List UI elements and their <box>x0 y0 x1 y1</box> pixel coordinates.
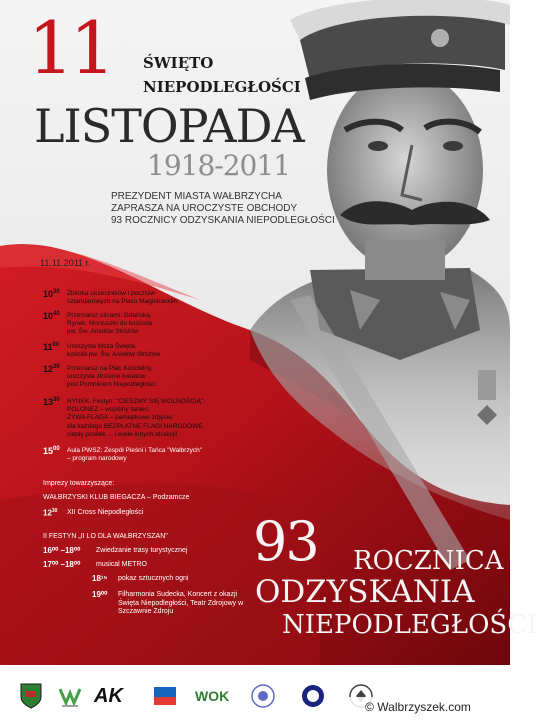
schedule-time: $11^{00}$ <box>43 342 60 352</box>
anniversary-word-3: NIEPODLEGŁOŚCI <box>282 610 537 640</box>
invitation-line-3: 93 ROCZNICY ODZYSKANIA NIEPODLEGŁOŚCI <box>111 215 335 226</box>
schedule-description: Zbiórka uczestników i pocztów sztandarowych na Placu Magistrackim <box>67 290 178 306</box>
festival-time: 19⁰⁰ <box>92 590 108 599</box>
anniversary-word-1: ROCZNICA <box>353 546 504 576</box>
walbrzych-logo-icon <box>57 683 83 709</box>
month-title: LISTOPADA <box>34 99 304 153</box>
schedule-time: $12^{30}$ <box>43 364 60 374</box>
cross-time: $12^{30}$ <box>43 508 58 518</box>
university-seal-icon <box>300 683 326 709</box>
holiday-title-line2: NIEPODLEGŁOŚCI <box>143 78 301 96</box>
schedule-time: $10^{40}$ <box>43 311 60 321</box>
schedule-time: $15^{00}$ <box>43 446 60 456</box>
accompanying-title: Imprezy towarzyszące: <box>43 480 115 487</box>
festival-desc: Filharmonia Sudecka, Koncert z okazji Święta Niepodległości, Teatr Zdrojowy w Szczawnie Zdroju <box>118 591 244 615</box>
invitation-line-1: PREZYDENT MIASTA WAŁBRZYCHA <box>111 191 282 202</box>
schedule-time: $13^{30}$ <box>43 397 60 407</box>
watermark-label: © Walbrzyszek.com <box>330 697 506 717</box>
schedule-time: $10^{30}$ <box>43 289 60 299</box>
city-crest-icon <box>20 683 42 709</box>
anniversary-word-2: ODZYSKANIA <box>255 574 475 610</box>
schedule-description: RYNEK: Festyn: "CIESZMY SIĘ WOLNOŚCIĄ": POLONEZ – wspólny taniec; ŻYWA FLAGA – pamiątkowe zdjęcie; dla każdego BEZPŁATNE FLAGI NARODOWE, ciepły posiłek ... i wiele innych atrakcji! <box>67 398 206 438</box>
festival-desc: musical METRO <box>96 561 147 568</box>
invitation-line-2: ZAPRASZA NA UROCZYSTE OBCHODY <box>111 203 298 214</box>
holiday-title-line1: ŚWIĘTO <box>143 54 214 72</box>
ii-lo-logo-icon <box>152 683 178 709</box>
years-range: 1918-2011 <box>147 149 290 182</box>
schedule-description: Przemarsz ulicami: Gdańską, Rynek, Moniuszki do kościoła pw. Św. Aniołów Stróżów <box>67 312 153 336</box>
ak-logo-icon: AK <box>94 685 123 707</box>
anniversary-number: 93 <box>253 510 318 573</box>
festival-desc: Zwiedzanie trasy turystycznej <box>96 547 188 554</box>
cross-event: XII Cross Niepodległości <box>67 509 144 516</box>
club-seal-icon <box>250 683 276 709</box>
festival-time: 18¹⁵ <box>92 574 108 583</box>
runners-club: WAŁBRZYSKI KLUB BIEGACZA – Podzamcze <box>43 494 190 501</box>
event-date: 11.11.2011 r. <box>40 258 91 268</box>
wok-logo-icon: WOK <box>195 688 230 704</box>
festival-time: 16⁰⁰ –18⁰⁰ <box>43 546 81 555</box>
schedule-description: Aula PWSZ: Zespół Pieśni i Tańca "Wałbrzych" – program narodowy <box>67 447 203 463</box>
schedule-description: Przemarsz na Plac Kościelny, uroczyste złożenie kwiatów pod Pomnikiem Niepodległości <box>67 365 156 389</box>
festival-desc: pokaz sztucznych ogni <box>118 575 189 582</box>
festival-title: II FESTYN „II LO DLA WAŁBRZYSZAN" <box>43 533 168 540</box>
date-day: 11 <box>28 6 112 90</box>
festival-time: 17⁰⁰ –18⁰⁰ <box>43 560 81 569</box>
schedule-description: Uroczysta Msza Święta, kościół pw. Św. Aniołów Stróżów <box>67 343 161 359</box>
